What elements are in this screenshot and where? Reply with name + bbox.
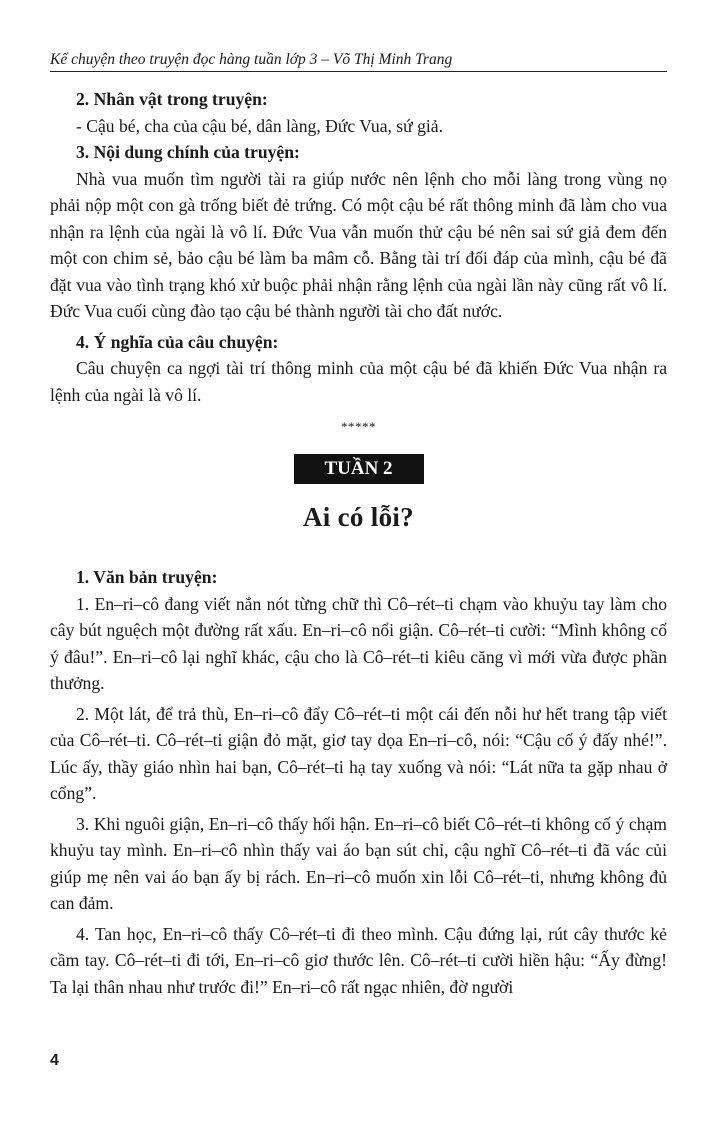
story-title: Ai có lỗi? [303, 502, 414, 532]
week-label: TUẦN 2 [294, 454, 424, 484]
story-paragraph: 1. En–ri–cô đang viết nắn nót từng chữ thì Cô–rét–ti chạm vào khuỷu tay làm cho cây bút nguệch một đường rất xấu. En–ri–cô nổi giận. Cô–rét–ti cười: “Mình không cố ý đâu!”. En–ri–cô lại nghĩ khác, cậu cho là Cô–rét–ti kiêu căng vì mới vừa được phần thưởng. [50, 593, 667, 693]
page-number: 4 [50, 1052, 59, 1069]
meaning-text: Câu chuyện ca ngợi tài trí thông minh của một cậu bé đã khiến Đức Vua nhận ra lệnh của ngài là vô lí. [50, 358, 667, 405]
story-paragraph: 4. Tan học, En–ri–cô thấy Cô–rét–ti đi theo mình. Cậu đứng lại, rút cây thước kẻ cầm tay. Cô–rét–ti đi tới, En–ri–cô giơ thước lên. Cô–rét–ti cười hiền hậu: “Ấy đừng! Ta lại thân nhau như trước đi!” En–ri–cô rất ngạc nhiên, đờ người [50, 923, 667, 997]
running-header: Kể chuyện theo truyện đọc hàng tuần lớp 3 – Võ Thị Minh Trang [50, 50, 667, 72]
week-banner [50, 454, 667, 484]
meaning-title: 4. Ý nghĩa của câu chuyện: [76, 331, 279, 352]
characters-title: 2. Nhân vật trong truyện: [76, 89, 268, 109]
content-title: 3. Nội dung chính của truyện: [76, 142, 300, 162]
story-paragraph: 3. Khi nguôi giận, En–ri–cô thấy hối hận. En–ri–cô biết Cô–rét–ti không cố ý chạm khuỷu tay mình. En–ri–cô nhìn thấy vai áo bạn sút chỉ, cậu nghĩ Cô–rét–ti đã vác củi giúp mẹ nên vai áo bạn ấy bị rách. En–ri–cô muốn xin lỗi Cô–rét–ti, nhưng không đủ can đảm. [50, 813, 667, 913]
story-paragraph: 2. Một lát, để trả thù, En–ri–cô đẩy Cô–rét–ti một cái đến nỗi hư hết trang tập viết của Cô–rét–ti. Cô–rét–ti giận đỏ mặt, giơ tay dọa En–ri–cô, nói: “Cậu cố ý đấy nhé!”. Lúc ấy, thầy giáo nhìn hai bạn, Cô–rét–ti hạ tay xuống và nói: “Lát nữa ta gặp nhau ở cổng”. [50, 703, 667, 803]
content-text: Nhà vua muốn tìm người tài ra giúp nước nên lệnh cho mỗi làng trong vùng nọ phải nộp một con gà trống biết đẻ trứng. Có một cậu bé rất thông minh đã làm cho vua nhận ra lệnh của ngài là vô lí. Đức Vua vẫn muốn thử cậu bé nên sai sứ giả đem đến một con chim sẻ, bảo cậu bé làm ba mâm cỗ. Bằng tài trí đối đáp của mình, cậu bé đã đặt vua vào tình trạng khó xử buộc phải nhận rằng lệnh của ngài lần này cũng rất vô lí. Đức Vua cuối cùng đào tạo cậu bé thành người tài cho đất nước. [50, 168, 667, 321]
story-text-title: 1. Văn bản truyện: [76, 567, 218, 587]
section-separator: ***** [341, 419, 376, 434]
characters-text: - Cậu bé, cha của cậu bé, dân làng, Đức Vua, sứ giả. [76, 115, 443, 136]
page-content [50, 86, 667, 1004]
